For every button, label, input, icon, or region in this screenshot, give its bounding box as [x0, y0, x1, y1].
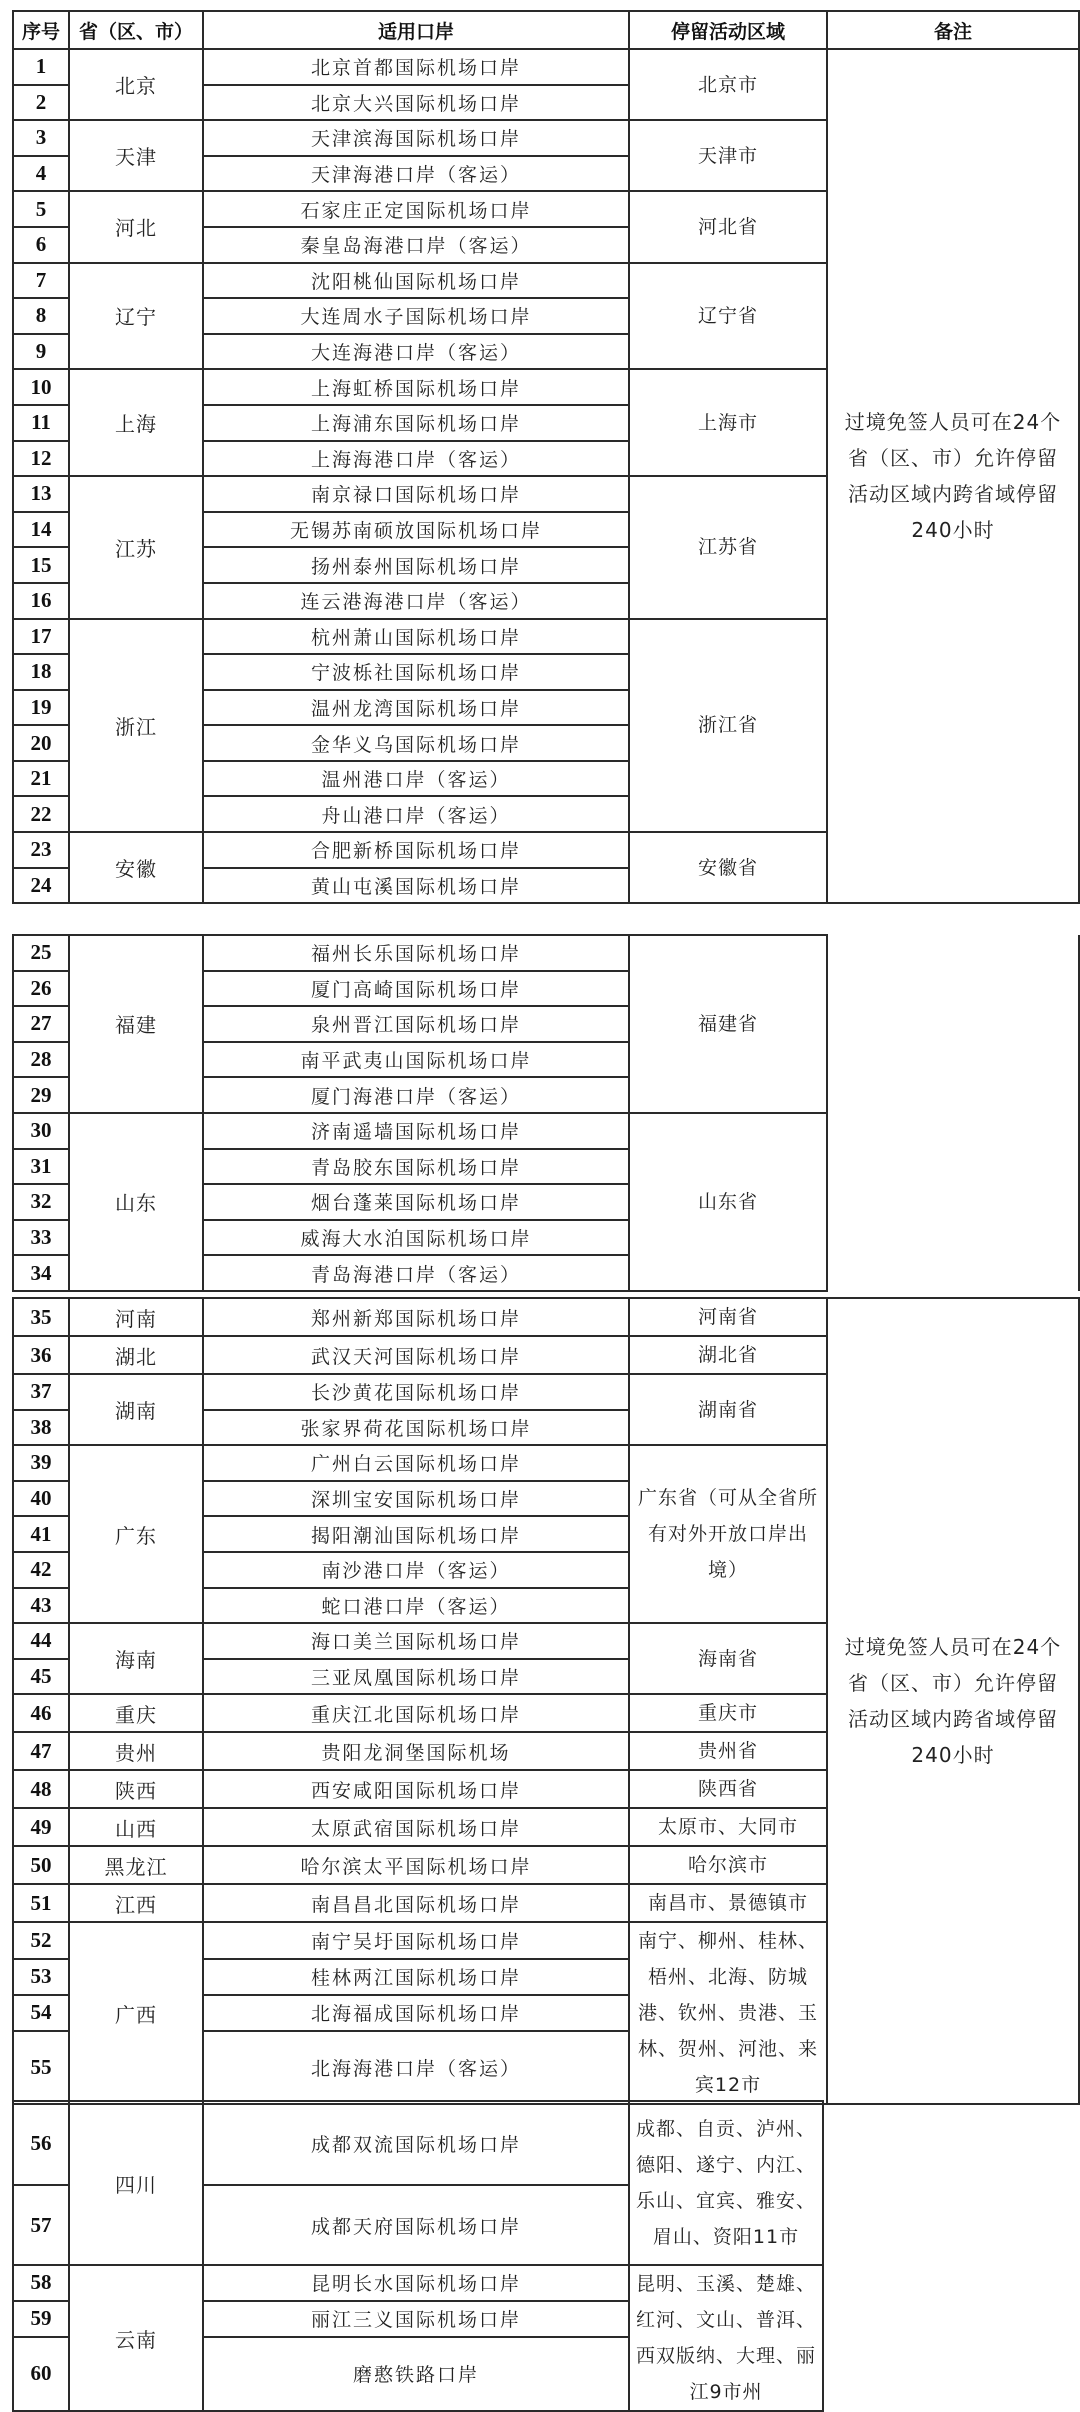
province-cell: 河北 — [69, 191, 203, 262]
row-number: 46 — [13, 1694, 69, 1732]
province-cell: 福建 — [69, 935, 203, 1113]
area-cell: 广东省（可从全省所有对外开放口岸出境） — [629, 1445, 827, 1623]
row-number: 31 — [13, 1149, 69, 1185]
port-cell: 南京禄口国际机场口岸 — [203, 476, 629, 512]
row-number: 16 — [13, 583, 69, 619]
port-cell: 沈阳桃仙国际机场口岸 — [203, 263, 629, 299]
port-cell: 磨憨铁路口岸 — [203, 2337, 629, 2411]
row-number: 26 — [13, 971, 69, 1007]
remark-cell-continued — [827, 935, 1079, 1291]
row-number: 20 — [13, 725, 69, 761]
area-cell: 南昌市、景德镇市 — [629, 1884, 827, 1922]
port-cell: 无锡苏南硕放国际机场口岸 — [203, 512, 629, 548]
port-cell: 青岛海港口岸（客运） — [203, 1255, 629, 1291]
port-cell: 桂林两江国际机场口岸 — [203, 1959, 629, 1995]
row-number: 2 — [13, 85, 69, 121]
area-cell: 贵州省 — [629, 1732, 827, 1770]
table-row — [13, 935, 1079, 971]
port-cell: 长沙黄花国际机场口岸 — [203, 1374, 629, 1410]
row-number: 35 — [13, 1298, 69, 1336]
port-cell: 大连海港口岸（客运） — [203, 334, 629, 370]
row-number: 47 — [13, 1732, 69, 1770]
area-cell: 浙江省 — [629, 619, 827, 833]
row-number: 23 — [13, 832, 69, 868]
province-cell: 北京 — [69, 49, 203, 120]
row-number: 43 — [13, 1588, 69, 1624]
row-number: 13 — [13, 476, 69, 512]
row-number: 52 — [13, 1922, 69, 1958]
row-number: 15 — [13, 547, 69, 583]
row-number: 30 — [13, 1113, 69, 1149]
province-cell: 安徽 — [69, 832, 203, 903]
transit-table-part-2 — [12, 934, 1080, 1292]
row-number: 36 — [13, 1336, 69, 1374]
row-number: 51 — [13, 1884, 69, 1922]
port-cell: 丽江三义国际机场口岸 — [203, 2301, 629, 2337]
port-cell: 舟山港口岸（客运） — [203, 796, 629, 832]
province-cell: 湖南 — [69, 1374, 203, 1445]
row-number: 55 — [13, 2031, 69, 2104]
port-cell: 南宁吴圩国际机场口岸 — [203, 1922, 629, 1958]
port-cell: 海口美兰国际机场口岸 — [203, 1623, 629, 1659]
port-cell: 合肥新桥国际机场口岸 — [203, 832, 629, 868]
area-cell: 陕西省 — [629, 1770, 827, 1808]
port-cell: 太原武宿国际机场口岸 — [203, 1808, 629, 1846]
area-cell: 山东省 — [629, 1113, 827, 1291]
port-cell: 金华义乌国际机场口岸 — [203, 725, 629, 761]
port-cell: 厦门高崎国际机场口岸 — [203, 971, 629, 1007]
table-row — [13, 49, 1079, 85]
port-cell: 南沙港口岸（客运） — [203, 1552, 629, 1588]
row-number: 54 — [13, 1995, 69, 2031]
province-cell: 湖北 — [69, 1336, 203, 1374]
port-cell: 张家界荷花国际机场口岸 — [203, 1410, 629, 1446]
area-cell: 湖北省 — [629, 1336, 827, 1374]
port-cell: 青岛胶东国际机场口岸 — [203, 1149, 629, 1185]
port-cell: 蛇口港口岸（客运） — [203, 1588, 629, 1624]
province-cell: 上海 — [69, 369, 203, 476]
table-row — [13, 2101, 823, 2185]
province-cell: 贵州 — [69, 1732, 203, 1770]
port-cell: 泉州晋江国际机场口岸 — [203, 1006, 629, 1042]
area-cell: 江苏省 — [629, 476, 827, 618]
row-number: 19 — [13, 690, 69, 726]
province-cell: 广西 — [69, 1922, 203, 2104]
row-number: 25 — [13, 935, 69, 971]
header-no: 序号 — [13, 11, 69, 49]
area-cell: 上海市 — [629, 369, 827, 476]
row-number: 60 — [13, 2337, 69, 2411]
row-number: 1 — [13, 49, 69, 85]
area-cell: 河北省 — [629, 191, 827, 262]
area-cell: 南宁、柳州、桂林、梧州、北海、防城港、钦州、贵港、玉林、贺州、河池、来宾12市 — [629, 1922, 827, 2104]
port-cell: 贵阳龙洞堡国际机场 — [203, 1732, 629, 1770]
area-cell: 天津市 — [629, 120, 827, 191]
area-cell: 海南省 — [629, 1623, 827, 1694]
row-number: 22 — [13, 796, 69, 832]
province-cell: 辽宁 — [69, 263, 203, 370]
area-cell: 重庆市 — [629, 1694, 827, 1732]
row-number: 40 — [13, 1481, 69, 1517]
province-cell: 浙江 — [69, 619, 203, 833]
port-cell: 广州白云国际机场口岸 — [203, 1445, 629, 1481]
port-cell: 黄山屯溪国际机场口岸 — [203, 868, 629, 904]
transit-table-part-4 — [12, 2100, 824, 2412]
port-cell: 南昌昌北国际机场口岸 — [203, 1884, 629, 1922]
province-cell: 黑龙江 — [69, 1846, 203, 1884]
row-number: 44 — [13, 1623, 69, 1659]
port-cell: 济南遥墙国际机场口岸 — [203, 1113, 629, 1149]
row-number: 38 — [13, 1410, 69, 1446]
port-cell: 郑州新郑国际机场口岸 — [203, 1298, 629, 1336]
area-cell: 湖南省 — [629, 1374, 827, 1445]
port-cell: 揭阳潮汕国际机场口岸 — [203, 1516, 629, 1552]
port-cell: 福州长乐国际机场口岸 — [203, 935, 629, 971]
port-cell: 北京大兴国际机场口岸 — [203, 85, 629, 121]
port-cell: 威海大水泊国际机场口岸 — [203, 1220, 629, 1256]
header-port: 适用口岸 — [203, 11, 629, 49]
port-cell: 昆明长水国际机场口岸 — [203, 2265, 629, 2301]
row-number: 59 — [13, 2301, 69, 2337]
area-cell: 太原市、大同市 — [629, 1808, 827, 1846]
row-number: 41 — [13, 1516, 69, 1552]
row-number: 58 — [13, 2265, 69, 2301]
port-cell: 成都天府国际机场口岸 — [203, 2185, 629, 2265]
row-number: 21 — [13, 761, 69, 797]
row-number: 50 — [13, 1846, 69, 1884]
row-number: 57 — [13, 2185, 69, 2265]
table-row — [13, 1298, 1079, 1336]
province-cell: 天津 — [69, 120, 203, 191]
port-cell: 连云港海港口岸（客运） — [203, 583, 629, 619]
area-cell: 成都、自贡、泸州、德阳、遂宁、内江、乐山、宜宾、雅安、眉山、资阳11市 — [629, 2101, 823, 2265]
row-number: 24 — [13, 868, 69, 904]
row-number: 34 — [13, 1255, 69, 1291]
port-cell: 重庆江北国际机场口岸 — [203, 1694, 629, 1732]
row-number: 18 — [13, 654, 69, 690]
row-number: 5 — [13, 191, 69, 227]
province-cell: 陕西 — [69, 1770, 203, 1808]
port-cell: 西安咸阳国际机场口岸 — [203, 1770, 629, 1808]
province-cell: 河南 — [69, 1298, 203, 1336]
remark-cell-2: 过境免签人员可在24个省（区、市）允许停留活动区域内跨省域停留240小时 — [827, 1298, 1079, 2104]
province-cell: 广东 — [69, 1445, 203, 1623]
row-number: 45 — [13, 1659, 69, 1695]
row-number: 9 — [13, 334, 69, 370]
area-cell: 安徽省 — [629, 832, 827, 903]
province-cell: 山西 — [69, 1808, 203, 1846]
row-number: 11 — [13, 405, 69, 441]
row-number: 8 — [13, 298, 69, 334]
table-row — [13, 2265, 823, 2301]
port-cell: 南平武夷山国际机场口岸 — [203, 1042, 629, 1078]
remark-cell-1: 过境免签人员可在24个省（区、市）允许停留活动区域内跨省域停留240小时 — [827, 49, 1079, 903]
row-number: 27 — [13, 1006, 69, 1042]
port-cell: 北海福成国际机场口岸 — [203, 1995, 629, 2031]
port-cell: 哈尔滨太平国际机场口岸 — [203, 1846, 629, 1884]
row-number: 7 — [13, 263, 69, 299]
port-cell: 石家庄正定国际机场口岸 — [203, 191, 629, 227]
row-number: 39 — [13, 1445, 69, 1481]
port-cell: 杭州萧山国际机场口岸 — [203, 619, 629, 655]
port-cell: 上海浦东国际机场口岸 — [203, 405, 629, 441]
header-area: 停留活动区域 — [629, 11, 827, 49]
port-cell: 烟台蓬莱国际机场口岸 — [203, 1184, 629, 1220]
header-note: 备注 — [827, 11, 1079, 49]
row-number: 37 — [13, 1374, 69, 1410]
province-cell: 江苏 — [69, 476, 203, 618]
table-header-row — [13, 11, 1079, 49]
province-cell: 海南 — [69, 1623, 203, 1694]
area-cell: 哈尔滨市 — [629, 1846, 827, 1884]
port-cell: 扬州泰州国际机场口岸 — [203, 547, 629, 583]
row-number: 10 — [13, 369, 69, 405]
row-number: 29 — [13, 1077, 69, 1113]
area-cell: 辽宁省 — [629, 263, 827, 370]
transit-table-part-1 — [12, 10, 1080, 904]
header-province: 省（区、市） — [69, 11, 203, 49]
row-number: 17 — [13, 619, 69, 655]
port-cell: 大连周水子国际机场口岸 — [203, 298, 629, 334]
area-cell: 北京市 — [629, 49, 827, 120]
port-cell: 北海海港口岸（客运） — [203, 2031, 629, 2104]
row-number: 3 — [13, 120, 69, 156]
province-cell: 云南 — [69, 2265, 203, 2411]
port-cell: 上海海港口岸（客运） — [203, 441, 629, 477]
province-cell: 重庆 — [69, 1694, 203, 1732]
port-cell: 天津海港口岸（客运） — [203, 156, 629, 192]
port-cell: 厦门海港口岸（客运） — [203, 1077, 629, 1113]
province-cell: 江西 — [69, 1884, 203, 1922]
province-cell: 山东 — [69, 1113, 203, 1291]
row-number: 12 — [13, 441, 69, 477]
row-number: 32 — [13, 1184, 69, 1220]
province-cell: 四川 — [69, 2101, 203, 2265]
row-number: 49 — [13, 1808, 69, 1846]
row-number: 33 — [13, 1220, 69, 1256]
row-number: 6 — [13, 227, 69, 263]
row-number: 42 — [13, 1552, 69, 1588]
port-cell: 三亚凤凰国际机场口岸 — [203, 1659, 629, 1695]
row-number: 14 — [13, 512, 69, 548]
area-cell: 河南省 — [629, 1298, 827, 1336]
port-cell: 天津滨海国际机场口岸 — [203, 120, 629, 156]
port-cell: 宁波栎社国际机场口岸 — [203, 654, 629, 690]
area-cell: 昆明、玉溪、楚雄、红河、文山、普洱、西双版纳、大理、丽江9市州 — [629, 2265, 823, 2411]
row-number: 4 — [13, 156, 69, 192]
port-cell: 上海虹桥国际机场口岸 — [203, 369, 629, 405]
row-number: 48 — [13, 1770, 69, 1808]
port-cell: 秦皇岛海港口岸（客运） — [203, 227, 629, 263]
port-cell: 武汉天河国际机场口岸 — [203, 1336, 629, 1374]
port-cell: 成都双流国际机场口岸 — [203, 2101, 629, 2185]
port-cell: 北京首都国际机场口岸 — [203, 49, 629, 85]
row-number: 53 — [13, 1959, 69, 1995]
port-cell: 深圳宝安国际机场口岸 — [203, 1481, 629, 1517]
row-number: 28 — [13, 1042, 69, 1078]
area-cell: 福建省 — [629, 935, 827, 1113]
port-cell: 温州龙湾国际机场口岸 — [203, 690, 629, 726]
transit-table-part-3 — [12, 1297, 1080, 2105]
port-cell: 温州港口岸（客运） — [203, 761, 629, 797]
row-number: 56 — [13, 2101, 69, 2185]
